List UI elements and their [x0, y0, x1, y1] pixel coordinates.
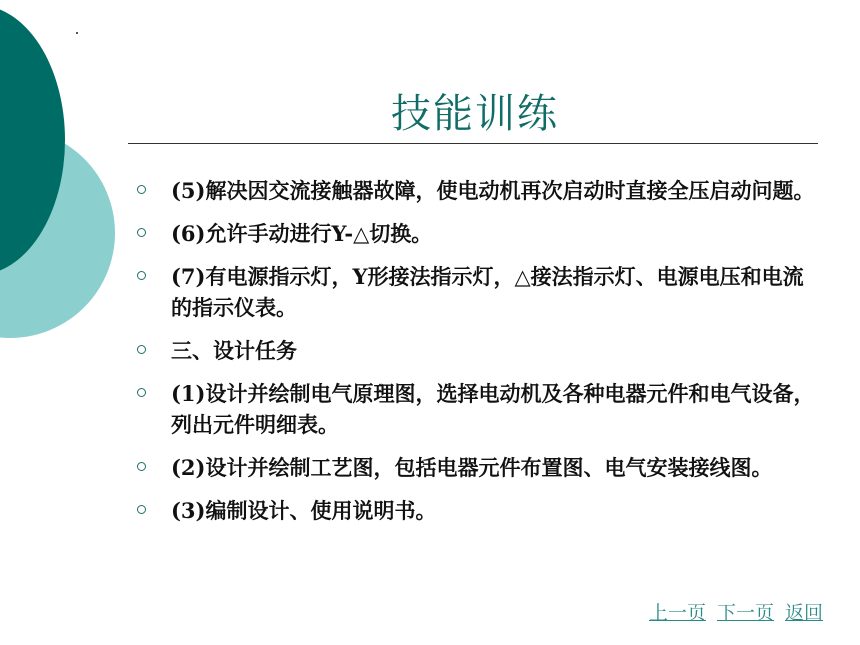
slide-title: 技能训练 [391, 91, 559, 137]
list-item [135, 335, 815, 366]
bullet-list [135, 175, 815, 538]
prev-page-link[interactable]: 上一页 [648, 602, 706, 624]
slide-nav [649, 598, 823, 625]
list-item-text: (2)设计并绘制工艺图，包括电器元件布置图、电气安装接线图。 [171, 455, 773, 480]
list-item [135, 175, 815, 206]
list-item-text: (3)编制设计、使用说明书。 [171, 498, 437, 523]
circle-bullet-icon [137, 185, 146, 194]
circle-bullet-icon [137, 228, 146, 237]
circle-bullet-icon [137, 462, 146, 471]
list-item-text: (6)允许手动进行Y-△切换。 [171, 221, 433, 246]
list-item [135, 261, 815, 323]
list-item-text: 三、设计任务 [171, 338, 297, 363]
list-item-text: (7)有电源指示灯，Y形接法指示灯，△接法指示灯、电源电压和电流的指示仪表。 [171, 264, 804, 320]
circle-bullet-icon [137, 505, 146, 514]
circle-bullet-icon [137, 388, 146, 397]
list-item [135, 378, 815, 440]
title-divider [128, 143, 818, 144]
list-item [135, 218, 815, 249]
decor-dot [76, 32, 78, 34]
list-item-text: (1)设计并绘制电气原理图，选择电动机及各种电器元件和电气设备，列出元件明细表。 [171, 381, 815, 437]
list-item [135, 495, 815, 526]
next-page-link[interactable]: 下一页 [716, 602, 774, 624]
list-item [135, 452, 815, 483]
circle-bullet-icon [137, 271, 146, 280]
list-item-text: (5)解决因交流接触器故障，使电动机再次启动时直接全压启动问题。 [171, 178, 815, 203]
back-link[interactable]: 返回 [784, 602, 823, 624]
circle-bullet-icon [137, 345, 146, 354]
